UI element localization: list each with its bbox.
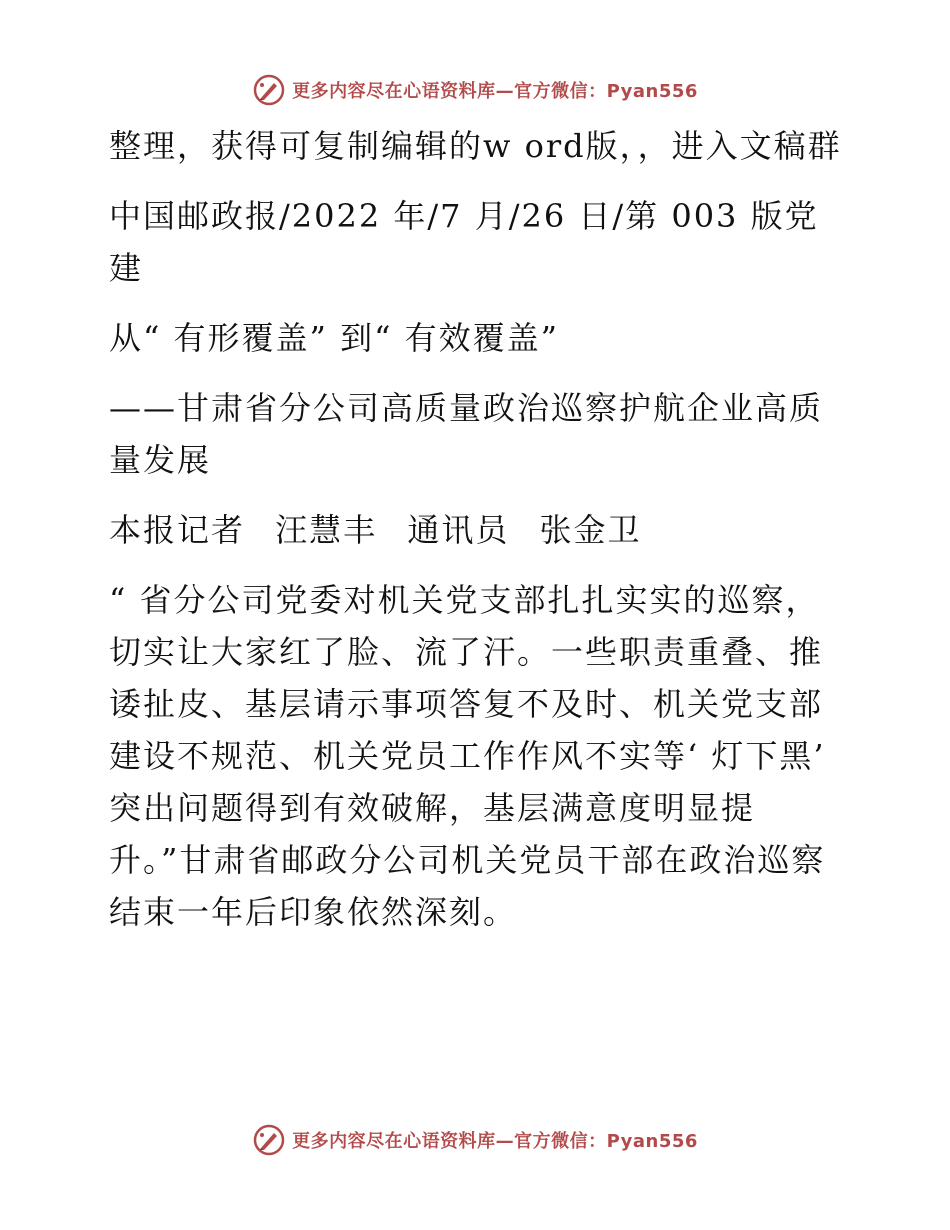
article-subtitle: ——甘肃省分公司高质量政治巡察护航企业高质量发展 (109, 389, 824, 479)
paragraph-source: 中国邮政报/2022 年/7 月/26 日/第 003 版党建 (109, 197, 819, 287)
paragraph-intro: 整理，获得可复制编辑的w ord版，，进入文稿群 (109, 127, 842, 165)
article-byline: 本报记者 汪慧丰 通讯员 张金卫 (109, 511, 642, 549)
pen-logo-icon (252, 1123, 286, 1157)
article-title: 从“ 有形覆盖” 到“ 有效覆盖” (109, 319, 559, 357)
pen-logo-icon (252, 73, 286, 107)
header-banner (0, 70, 950, 110)
banner-text: 更多内容尽在心语资料库—官方微信：Pyan556 (292, 81, 698, 102)
document-body (97, 120, 849, 956)
article-paragraph: “ 省分公司党委对机关党支部扎扎实实的巡察，切实让大家红了脸、流了汗。一些职责重叠、推诿扯皮、基层请示事项答复不及时、机关党支部建设不规范、机关党员工作作风不实等‘ 灯下黑’ 突出问题得到有效破解，基层满意度明显提升。”甘肃省邮政分公司机关党员干部在政治巡察结束一年后印象依然深刻。 (109, 581, 826, 931)
banner-text: 更多内容尽在心语资料库—官方微信：Pyan556 (292, 1131, 698, 1152)
footer-banner (0, 1120, 950, 1160)
